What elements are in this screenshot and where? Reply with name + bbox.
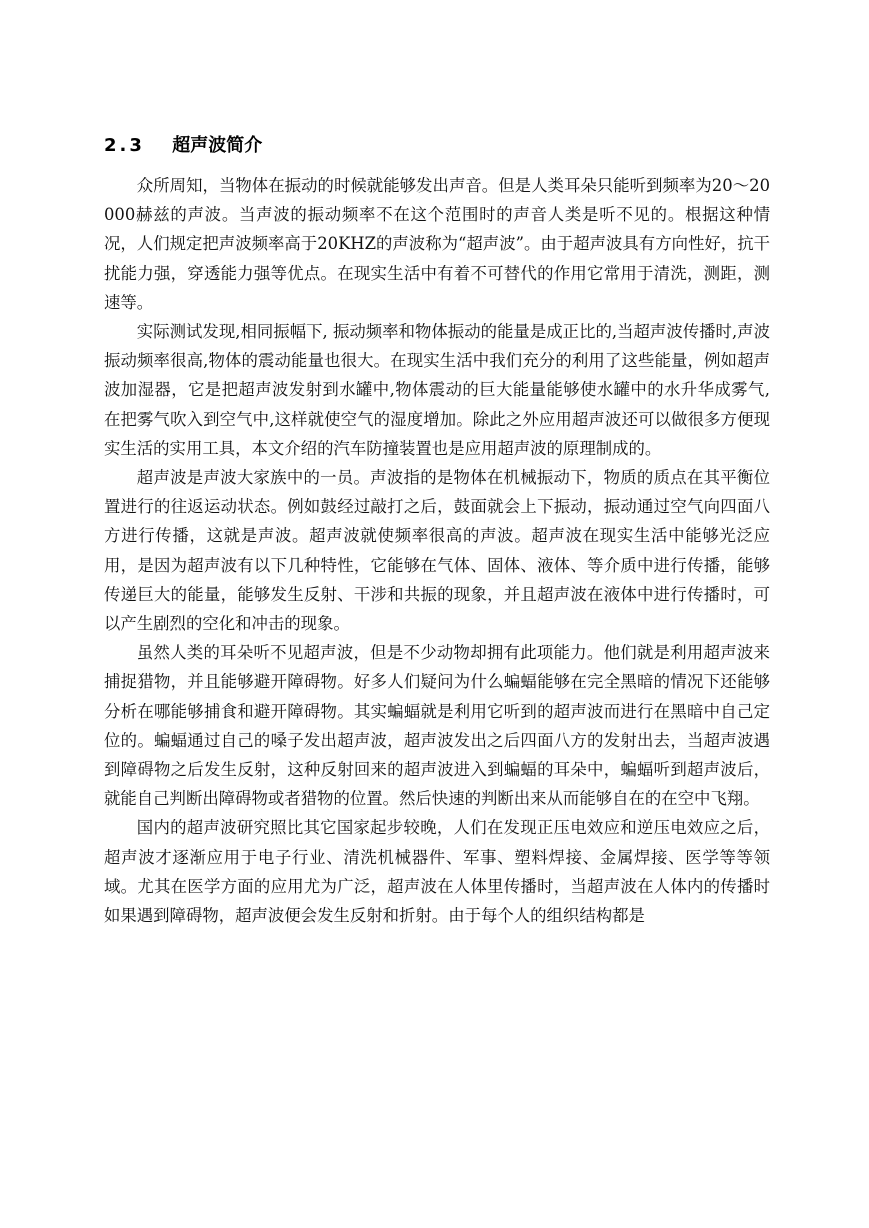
body-text [104, 171, 770, 930]
paragraph-2: 实际测试发现,相同振幅下, 振动频率和物体振动的能量是成正比的,当超声波传播时,声波振动频率很高,物体的震动能量也很大。在现实生活中我们充分的利用了这些能量，例如超声波加湿器，它是把超声波发射到水罐中,物体震动的巨大能量能够使水罐中的水升华成雾气,在把雾气吹入到空气中,这样就使空气的湿度增加。除此之外应用超声波还可以做很多方便现实生活的实用工具，本文介绍的汽车防撞装置也是应用超声波的原理制成的。 [104, 322, 770, 458]
section-number: 2.3 [104, 135, 145, 156]
section-title: 超声波简介 [172, 135, 263, 156]
section-heading [104, 131, 262, 161]
paragraph-4: 虽然人类的耳朵听不见超声波，但是不少动物却拥有此项能力。他们就是利用超声波来捕捉猎物，并且能够避开障碍物。好多人们疑问为什么蝙蝠能够在完全黑暗的情况下还能够分析在哪能够捕食和避开障碍物。其实蝙蝠就是利用它听到的超声波而进行在黑暗中自己定位的。蝙蝠通过自己的嗓子发出超声波，超声波发出之后四面八方的发射出去，当超声波遇到障碍物之后发生反射，这种反射回来的超声波进入到蝙蝠的耳朵中，蝙蝠听到超声波后，就能自己判断出障碍物或者猎物的位置。然后快速的判断出来从而能够自在的在空中飞翔。 [104, 643, 770, 809]
paragraph-3: 超声波是声波大家族中的一员。声波指的是物体在机械振动下，物质的质点在其平衡位置进行的往返运动状态。例如鼓经过敲打之后，鼓面就会上下振动，振动通过空气向四面八方进行传播，这就是声波。超声波就使频率很高的声波。超声波在现实生活中能够光泛应用，是因为超声波有以下几种特性，它能够在气体、固体、液体、等介质中进行传播，能够传递巨大的能量，能够发生反射、干涉和共振的现象，并且超声波在液体中进行传播时，可以产生剧烈的空化和冲击的现象。 [104, 468, 770, 634]
paragraph-1: 众所周知，当物体在振动的时候就能够发出声音。但是人类耳朵只能听到频率为20～20000赫兹的声波。当声波的振动频率不在这个范围时的声音人类是听不见的。根据这种情况，人们规定把声波频率高于20KHZ的声波称为“超声波”。由于超声波具有方向性好，抗干扰能力强，穿透能力强等优点。在现实生活中有着不可替代的作用它常用于清洗，测距，测速等。 [104, 176, 770, 312]
paragraph-5: 国内的超声波研究照比其它国家起步较晚，人们在发现正压电效应和逆压电效应之后，超声波才逐渐应用于电子行业、清洗机械器件、军事、塑料焊接、金属焊接、医学等等领域。尤其在医学方面的应用尤为广泛，超声波在人体里传播时，当超声波在人体内的传播时如果遇到障碍物，超声波便会发生反射和折射。由于每个人的组织结构都是 [104, 818, 770, 926]
